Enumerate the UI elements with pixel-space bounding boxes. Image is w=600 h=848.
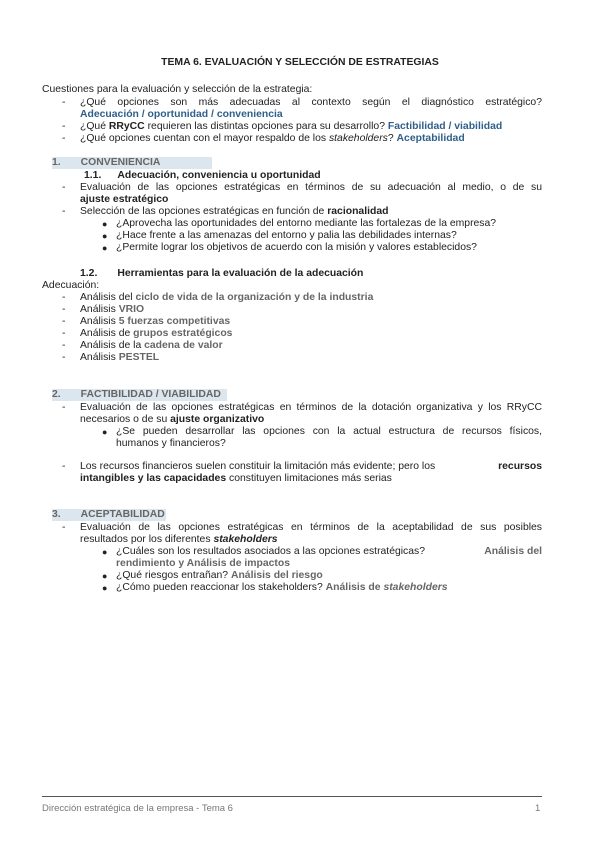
dash-marker: -: [62, 206, 66, 217]
adecuacion-label: Adecuación:: [42, 280, 100, 291]
bullet-marker: ●: [102, 231, 108, 241]
text: Selección de las opciones estratégicas en función de: [80, 206, 325, 217]
dash-marker: -: [62, 133, 66, 144]
s2-bullet-line2: humanos y financieros?: [116, 438, 226, 449]
bullet-marker: ●: [102, 571, 108, 581]
dash-marker: -: [62, 292, 66, 303]
text-bold: intangibles y las capacidades: [80, 473, 227, 484]
s2-desc-line1: Evaluación de las opciones estratégicas en términos de la dotación organizativa y los RRyCC: [80, 402, 542, 413]
dash-marker: -: [62, 97, 66, 108]
text: Análisis: [80, 352, 116, 363]
s3-bullet-3: [116, 582, 448, 594]
text: Análisis: [80, 304, 116, 315]
section-title: FACTIBILIDAD / VIABILIDAD: [80, 389, 221, 400]
section-3-heading: [52, 509, 166, 521]
section-2-heading: [52, 389, 227, 401]
text: ?: [387, 133, 394, 144]
text: ¿Qué opciones cuentan con el mayor respaldo de los: [80, 133, 327, 144]
dash-marker: -: [62, 121, 66, 132]
subsection-1-2: [80, 268, 363, 280]
s1-bullet-3: ¿Permite lograr los objetivos de acuerdo con la misión y valores establecidos?: [116, 242, 477, 253]
text-bold: ajuste organizativo: [170, 414, 265, 425]
text-bold: racionalidad: [327, 206, 389, 217]
intro-question-3: [80, 133, 465, 145]
dash-marker: -: [62, 340, 66, 351]
s3-desc-line2: [80, 534, 278, 546]
bullet-marker: ●: [102, 243, 108, 253]
s1-desc-2: [80, 206, 388, 218]
section-number: 2.: [52, 389, 61, 400]
text-bold: grupos estratégicos: [133, 328, 233, 339]
text: ¿Cómo pueden reaccionar los stakeholders?: [116, 582, 323, 593]
text-bold: Análisis del riesgo: [230, 570, 323, 581]
subsection-number: 1.2.: [80, 268, 98, 279]
dash-marker: -: [62, 182, 66, 193]
dash-marker: -: [62, 352, 66, 363]
section-number: 1.: [52, 157, 61, 168]
dash-marker: -: [62, 328, 66, 339]
s3-desc-line1: Evaluación de las opciones estratégicas en términos de la aceptabilidad de sus posibles: [80, 522, 542, 533]
text-bold: recursos: [498, 461, 542, 472]
section-title: CONVENIENCIA: [80, 157, 161, 168]
intro-answer-1: Adecuación / oportunidad / conveniencia: [80, 109, 283, 120]
s1-bullet-1: ¿Aprovecha las oportunidades del entorno mediante las fortalezas de la empresa?: [116, 218, 497, 229]
intro-answer-2: Factibilidad / viabilidad: [387, 121, 503, 132]
tool-item-3: [80, 316, 230, 328]
footer-divider: [42, 796, 542, 797]
dash-marker: -: [62, 461, 66, 472]
intro-question-2: [80, 121, 502, 133]
s2-desc-2-line1: [80, 461, 542, 473]
bullet-marker: ●: [102, 219, 108, 229]
text: constituyen limitaciones más serias: [229, 473, 392, 484]
page-number: 1: [535, 803, 541, 814]
text: ¿Qué riesgos entrañan?: [116, 570, 229, 581]
dash-marker: -: [62, 316, 66, 327]
text-bold: RRyCC: [108, 121, 145, 132]
text-bold: Análisis de: [325, 582, 381, 593]
s1-bullet-2: ¿Hace frente a las amenazas del entorno y palia las debilidades internas?: [116, 230, 457, 241]
bullet-marker: ●: [102, 583, 108, 593]
tool-item-5: [80, 340, 223, 352]
subsection-1-1: [84, 170, 321, 182]
s2-bullet-line1: ¿Se pueden desarrollar las opciones con la actual estructura de recursos físicos,: [116, 426, 542, 437]
s2-desc-2-line2: [80, 473, 392, 485]
s3-bullet-1-line1: [116, 546, 542, 558]
text-bold: cadena de valor: [144, 340, 223, 351]
text: resultados por los diferentes: [80, 534, 211, 545]
text-bold: PESTEL: [118, 352, 160, 363]
text: necesarios o de su: [80, 414, 168, 425]
section-1-heading: [52, 157, 212, 169]
text-bold-italic: stakeholders: [383, 582, 448, 593]
text-bold-italic: stakeholders: [213, 534, 278, 545]
text-bold: Análisis del: [484, 546, 542, 557]
intro-answer-3: Aceptabilidad: [396, 133, 465, 144]
subsection-title: Herramientas para la evaluación de la adecuación: [117, 268, 364, 279]
bullet-marker: ●: [102, 547, 108, 557]
tool-item-1: [80, 292, 373, 304]
tool-item-2: [80, 304, 144, 316]
section-number: 3.: [52, 509, 61, 520]
bullet-marker: ●: [102, 427, 108, 437]
footer-text: Dirección estratégica de la empresa - Tema 6: [42, 803, 233, 814]
dash-marker: -: [62, 522, 66, 533]
s1-desc-line2: ajuste estratégico: [80, 194, 169, 205]
subsection-number: 1.1.: [84, 170, 102, 181]
text: Análisis de la: [80, 340, 142, 351]
tool-item-6: [80, 352, 159, 364]
tool-item-4: [80, 328, 232, 340]
s3-bullet-2: [116, 570, 323, 582]
s2-desc-line2: [80, 414, 264, 426]
text: Análisis del: [80, 292, 133, 303]
text-bold: 5 fuerzas competitivas: [118, 316, 231, 327]
section-title: ACEPTABILIDAD: [80, 509, 165, 520]
text: Los recursos financieros suelen constituir la limitación más evidente; pero los: [80, 461, 436, 472]
page-title: TEMA 6. EVALUACIÓN Y SELECCIÓN DE ESTRATEGIAS: [161, 57, 439, 68]
text: ¿Qué: [80, 121, 106, 132]
s3-bullet-1-line2: rendimiento y Análisis de impactos: [116, 558, 290, 569]
text: Análisis de: [80, 328, 131, 339]
text-italic: stakeholders: [328, 133, 388, 144]
dash-marker: -: [62, 402, 66, 413]
text: Análisis: [80, 316, 116, 327]
intro-question-1: ¿Qué opciones son más adecuadas al contexto según el diagnóstico estratégico?: [80, 97, 542, 108]
dash-marker: -: [62, 304, 66, 315]
s1-desc-line1: Evaluación de las opciones estratégicas en términos de su adecuación al medio, o de su: [80, 182, 542, 193]
text: ¿Cuáles son los resultados asociados a las opciones estratégicas?: [116, 546, 426, 557]
text: requieren las distintas opciones para su desarrollo?: [147, 121, 385, 132]
text-bold: VRIO: [118, 304, 145, 315]
intro-heading: Cuestiones para la evaluación y selección de la estrategia:: [42, 84, 313, 95]
text-bold: ciclo de vida de la organización y de la industria: [135, 292, 374, 303]
subsection-title: Adecuación, conveniencia u oportunidad: [117, 170, 321, 181]
